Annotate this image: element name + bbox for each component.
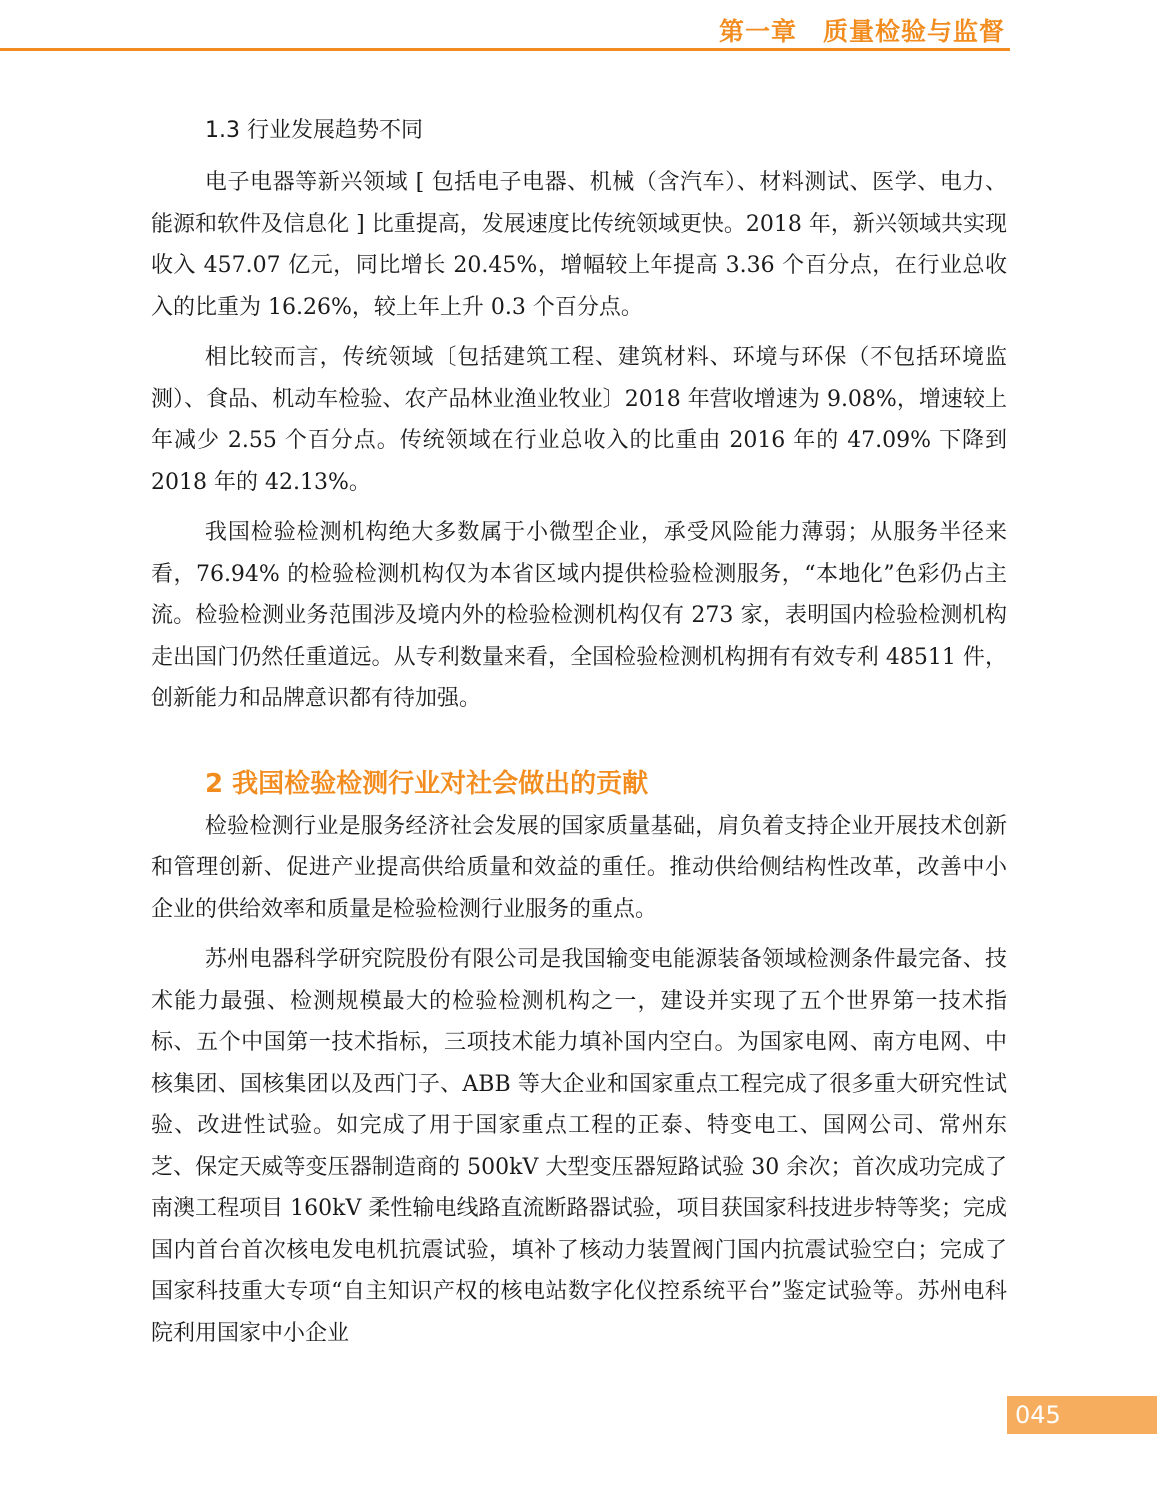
paragraph: 苏州电器科学研究院股份有限公司是我国输变电能源装备领域检测条件最完备、技术能力最强、检测规模最大的检验检测机构之一，建设并实现了五个世界第一技术指标、五个中国第一技术指标，三项技术能力填补国内空白。为国家电网、南方电网、中核集团、国核集团以及西门子、ABB 等大企业和国家重点工程完成了很多重大研究性试验、改进性试验。如完成了用于国家重点工程的正泰、特变电工、国网公司、常州东芝、保定天威等变压器制造商的 500kV 大型变压器短路试验 30 余次；首次成功完成了南澳工程项目 160kV 柔性输电线路直流断路器试验，项目获国家科技进步特等奖；完成国内首台首次核电发电机抗震试验，填补了核动力装置阀门国内抗震试验空白；完成了国家科技重大专项“自主知识产权的核电站数字化仪控系统平台”鉴定试验等。苏州电科院利用国家中小企业 <box>151 947 1007 1346</box>
chapter-heading <box>719 12 1005 48</box>
paragraph: 检验检测行业是服务经济社会发展的国家质量基础，肩负着支持企业开展技术创新和管理创新、促进产业提高供给质量和效益的重任。推动供给侧结构性改革，改善中小企业的供给效率和质量是检验检测行业服务的重点。 <box>151 813 1007 922</box>
page-number: 045 <box>1007 1396 1157 1434</box>
chapter-label: 第一章 <box>718 17 797 46</box>
paragraph: 电子电器等新兴领域 [ 包括电子电器、机械（含汽车）、材料测试、医学、电力、能源和软件及信息化 ] 比重提高，发展速度比传统领域更快。2018 年，新兴领域共实现收入 457.07 亿元，同比增长 20.45%，增幅较上年提高 3.36 个百分点，在行业总收入的比重为 16.26%，较上年上升 0.3 个百分点。 <box>151 170 1007 320</box>
paragraph: 我国检验检测机构绝大多数属于小微型企业，承受风险能力薄弱；从服务半径来看，76.94% 的检验检测机构仅为本省区域内提供检验检测服务，“本地化”色彩仍占主流。检验检测业务范围涉及境内外的检验检测机构仅有 273 家，表明国内检验检测机构走出国门仍然任重道远。从专利数量来看，全国检验检测机构拥有有效专利 48511 件，创新能力和品牌意识都有待加强。 <box>151 520 1007 711</box>
page-body <box>151 112 1007 1363</box>
section-title: 2 我国检验检测行业对社会做出的贡献 <box>205 768 649 799</box>
paragraph: 相比较而言，传统领域〔包括建筑工程、建筑材料、环境与环保（不包括环境监测）、食品、机动车检验、农产品林业渔业牧业〕2018 年营收增速为 9.08%，增速较上年减少 2.55 个百分点。传统领域在行业总收入的比重由 2016 年的 47.09% 下降到 2018 年的 42.13%。 <box>151 345 1007 495</box>
subsection-title: 1.3 行业发展趋势不同 <box>205 118 423 143</box>
header-rule <box>0 48 1010 51</box>
running-header <box>0 0 1157 60</box>
chapter-title: 质量检验与监督 <box>822 17 1005 46</box>
